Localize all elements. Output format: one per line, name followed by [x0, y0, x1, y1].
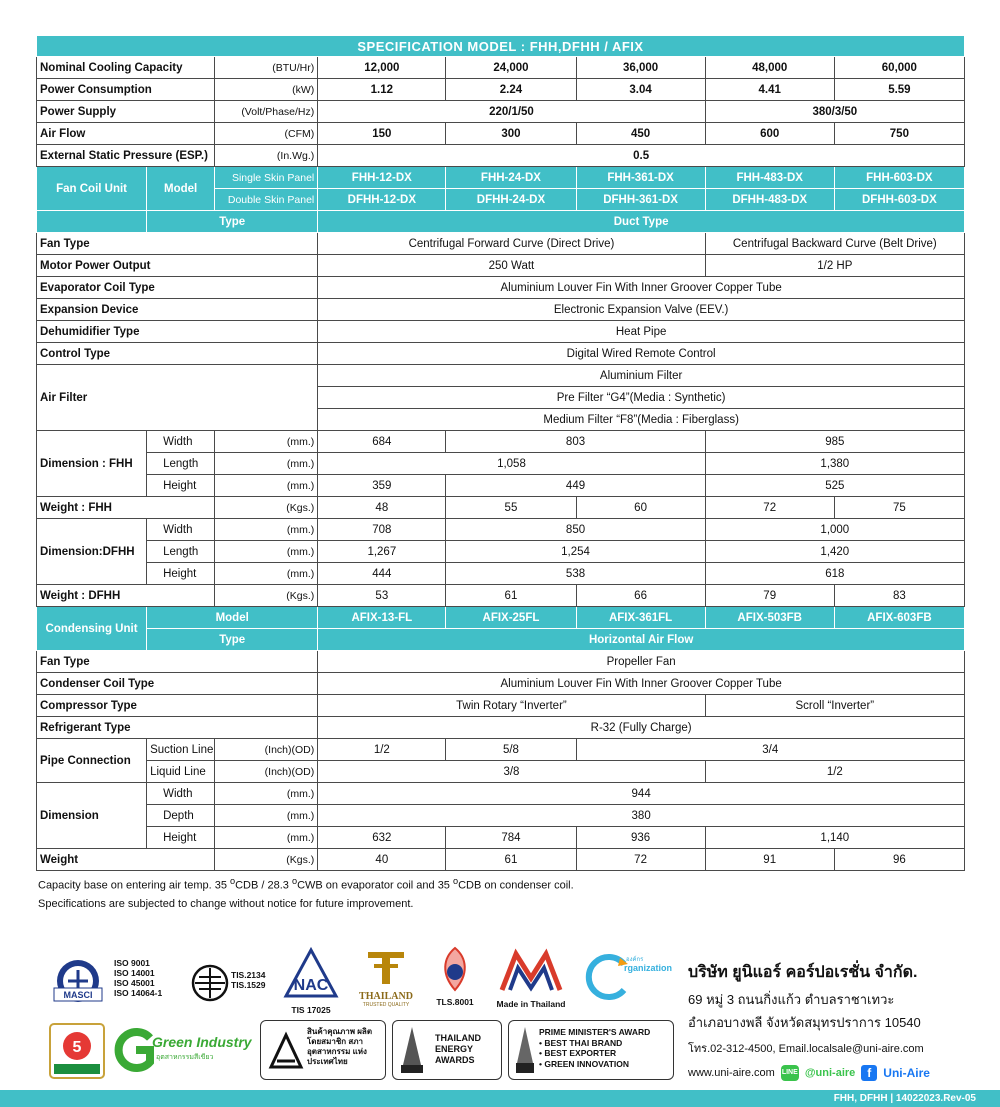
cell: 96	[834, 849, 964, 871]
iso-item: ISO 14064-1	[114, 988, 163, 998]
green-industry-5-logo	[48, 1022, 106, 1080]
model-cell: AFIX-25FL	[446, 607, 576, 629]
tis17025-label: TIS 17025	[291, 1005, 331, 1015]
cell: 3/8	[318, 761, 705, 783]
row-unit: (CFM)	[215, 123, 318, 145]
cell: Scroll “Inverter”	[705, 695, 964, 717]
table-row	[37, 211, 965, 233]
cell: 3.04	[576, 79, 705, 101]
sub-label: Width	[147, 519, 215, 541]
row-unit: (mm.)	[215, 475, 318, 497]
cell: Medium Filter “F8”(Media : Fiberglass)	[318, 409, 965, 431]
single-skin-label: Single Skin Panel	[215, 167, 318, 189]
row-unit: (BTU/Hr)	[215, 57, 318, 79]
cell: Electronic Expansion Valve (EEV.)	[318, 299, 965, 321]
row-unit: (mm.)	[215, 519, 318, 541]
cell: 600	[705, 123, 834, 145]
cell: 24,000	[446, 57, 576, 79]
cell: 803	[446, 431, 705, 453]
made-in-thailand-logo	[488, 948, 574, 1012]
type-label: Type	[147, 211, 318, 233]
table-row	[37, 761, 965, 783]
cell: 66	[576, 585, 705, 607]
cell: 83	[834, 585, 964, 607]
table-row	[37, 651, 965, 673]
sub-label: Depth	[147, 805, 215, 827]
table-row	[37, 299, 965, 321]
row-label: Refrigerant Type	[37, 717, 318, 739]
row-unit: (kW)	[215, 79, 318, 101]
type-value: Horizontal Air Flow	[318, 629, 965, 651]
table-row	[37, 343, 965, 365]
cell: 1,058	[318, 453, 705, 475]
row-unit: (Kgs.)	[215, 497, 318, 519]
cell: 1/2	[318, 739, 446, 761]
model-cell: AFIX-361FL	[576, 607, 705, 629]
cell: 220/1/50	[318, 101, 705, 123]
pm-award-item: • BEST EXPORTER	[539, 1048, 617, 1058]
double-skin-label: Double Skin Panel	[215, 189, 318, 211]
row-unit: (In.Wg.)	[215, 145, 318, 167]
masci-logo	[50, 958, 106, 1008]
cell: 3/4	[576, 739, 964, 761]
cell: 150	[318, 123, 446, 145]
note-text: CWB on evaporator coil and 35	[297, 879, 453, 892]
cell: 359	[318, 475, 446, 497]
row-label: Air Filter	[37, 365, 318, 431]
tis-item: TIS.2134	[231, 970, 266, 980]
energy-awards-logo	[392, 1020, 502, 1080]
cell: Digital Wired Remote Control	[318, 343, 965, 365]
cell: 1.12	[318, 79, 446, 101]
sub-label: Height	[147, 563, 215, 585]
cell: 0.5	[318, 145, 965, 167]
table-row	[37, 563, 965, 585]
row-label: Fan Type	[37, 651, 318, 673]
table-row	[37, 607, 965, 629]
thailand-trust-logo	[352, 950, 420, 1010]
model-label: Model	[147, 607, 318, 629]
row-label: Condenser Coil Type	[37, 673, 318, 695]
line-icon: LINE	[781, 1065, 799, 1081]
model-cell: DFHH-24-DX	[446, 189, 576, 211]
cell: 632	[318, 827, 446, 849]
row-label: External Static Pressure (ESP.)	[37, 145, 215, 167]
row-unit: (Inch)(OD)	[215, 761, 318, 783]
table-row	[37, 167, 965, 189]
row-label: Control Type	[37, 343, 318, 365]
trusted-quality-text: TRUSTED QUALITY	[362, 1002, 410, 1008]
row-unit: (Inch)(OD)	[215, 739, 318, 761]
table-row	[37, 123, 965, 145]
row-label: Fan Type	[37, 233, 318, 255]
cell: 300	[446, 123, 576, 145]
row-unit: (mm.)	[215, 431, 318, 453]
made-in-thailand-label: Made in Thailand	[496, 999, 566, 1009]
energy-line: THAILAND	[435, 1033, 481, 1043]
cell: 1,140	[705, 827, 964, 849]
table-row	[37, 695, 965, 717]
cell: 449	[446, 475, 705, 497]
model-label: Model	[147, 167, 215, 211]
company-address-1: 69 หมู่ 3 ถนนกิ่งแก้ว ตำบลราชาเทวะ	[688, 992, 895, 1007]
fan-coil-unit-label: Fan Coil Unit	[37, 167, 147, 211]
table-row	[37, 475, 965, 497]
row-label: Nominal Cooling Capacity	[37, 57, 215, 79]
table-row	[37, 541, 965, 563]
row-label: Weight : FHH	[37, 497, 215, 519]
cell: 985	[705, 431, 964, 453]
nac-text: NAC	[293, 977, 329, 994]
note-text: CDB on condenser coil.	[458, 879, 574, 892]
cell: Aluminium Louver Fin With Inner Groover Copper Tube	[318, 277, 965, 299]
svg-text:5: 5	[72, 1039, 82, 1056]
table-row	[37, 827, 965, 849]
table-row	[37, 321, 965, 343]
row-unit: (mm.)	[215, 453, 318, 475]
model-cell: FHH-483-DX	[705, 167, 834, 189]
sub-label: Height	[147, 475, 215, 497]
table-row	[37, 585, 965, 607]
cell: 40	[318, 849, 446, 871]
row-label: Pipe Connection	[37, 739, 147, 783]
degree-sign: o	[452, 876, 459, 886]
pm-award-text	[539, 1027, 650, 1069]
company-info	[688, 960, 978, 1081]
cell: 684	[318, 431, 446, 453]
tls-logo	[430, 946, 480, 1012]
facebook-icon: f	[861, 1065, 877, 1081]
row-label: Dimension	[37, 783, 147, 849]
fan-coil-spacer	[37, 211, 147, 233]
row-unit: (Kgs.)	[215, 585, 318, 607]
cell: 1,000	[705, 519, 964, 541]
cell: 784	[446, 827, 576, 849]
row-label: Weight	[37, 849, 215, 871]
cell: 1,254	[446, 541, 705, 563]
degree-sign: o	[291, 876, 298, 886]
cell: 2.24	[446, 79, 576, 101]
row-unit: (Kgs.)	[215, 849, 318, 871]
pm-award-item: • BEST THAI BRAND	[539, 1037, 623, 1048]
tis-item: TIS.1529	[231, 980, 266, 990]
table-row	[37, 431, 965, 453]
iso-item: ISO 14001	[114, 968, 155, 978]
row-label: Compressor Type	[37, 695, 318, 717]
cell: Propeller Fan	[318, 651, 965, 673]
degree-sign: o	[230, 876, 236, 886]
model-cell: DFHH-483-DX	[705, 189, 834, 211]
cell: 75	[834, 497, 964, 519]
note-text: Capacity base on entering air temp. 35	[38, 879, 231, 892]
spec-change-note: Specifications are subjected to change without notice for future improvement.	[38, 898, 414, 910]
cell: 380	[318, 805, 965, 827]
row-label: Air Flow	[37, 123, 215, 145]
table-row	[37, 717, 965, 739]
sub-label: Height	[147, 827, 215, 849]
sub-label: Liquid Line	[147, 761, 215, 783]
fti-text: สินค้าคุณภาพ ผลิตโดยสมาชิก สภาอุตสาหกรรม แห่งประเทศไทย	[307, 1027, 373, 1066]
table-row	[37, 277, 965, 299]
cell: Heat Pipe	[318, 321, 965, 343]
cell: 250 Watt	[318, 255, 705, 277]
table-row	[37, 57, 965, 79]
cell: 538	[446, 563, 705, 585]
model-cell: AFIX-603FB	[834, 607, 964, 629]
org-thai-text: องค์กร	[626, 957, 644, 963]
cell: 936	[576, 827, 705, 849]
cell: 55	[446, 497, 576, 519]
cell: 53	[318, 585, 446, 607]
company-name: บริษัท ยูนิแอร์ คอร์ปอเรชั่น จำกัด.	[688, 964, 918, 981]
cell: 12,000	[318, 57, 446, 79]
table-row	[37, 497, 965, 519]
company-website[interactable]: www.uni-aire.com	[688, 1067, 775, 1079]
tis-logo	[190, 963, 230, 1003]
iso-list	[114, 958, 162, 998]
row-label: Power Supply	[37, 101, 215, 123]
row-label: Dimension : FHH	[37, 431, 147, 497]
prime-minister-award-logo	[508, 1020, 674, 1080]
cell: 1/2 HP	[705, 255, 964, 277]
cell: Pre Filter “G4”(Media : Synthetic)	[318, 387, 965, 409]
energy-awards-text	[435, 1033, 481, 1066]
cell: 5/8	[446, 739, 576, 761]
table-row	[37, 255, 965, 277]
green-industry-sub: อุตสาหกรรมสีเขียว	[156, 1054, 214, 1061]
cell: 444	[318, 563, 446, 585]
row-unit: (Volt/Phase/Hz)	[215, 101, 318, 123]
model-cell: DFHH-361-DX	[576, 189, 705, 211]
table-row	[37, 101, 965, 123]
sub-label: Length	[147, 541, 215, 563]
model-cell: AFIX-13-FL	[318, 607, 446, 629]
row-label: Weight : DFHH	[37, 585, 215, 607]
document-code: FHH, DFHH | 14022023.Rev-05	[833, 1093, 976, 1104]
cell: 1,267	[318, 541, 446, 563]
tls-label: TLS.8001	[436, 997, 474, 1007]
energy-line: ENERGY	[435, 1044, 474, 1054]
cell: 36,000	[576, 57, 705, 79]
table-row	[37, 629, 965, 651]
row-label: Expansion Device	[37, 299, 318, 321]
model-cell: DFHH-12-DX	[318, 189, 446, 211]
model-cell: FHH-12-DX	[318, 167, 446, 189]
table-row	[37, 849, 965, 871]
sub-label: Width	[147, 431, 215, 453]
cell: 60	[576, 497, 705, 519]
energy-line: AWARDS	[435, 1055, 475, 1065]
sub-label: Suction Line	[147, 739, 215, 761]
pm-award-item: • GREEN INNOVATION	[539, 1058, 630, 1069]
table-row	[37, 365, 965, 387]
table-row	[37, 145, 965, 167]
table-row	[37, 233, 965, 255]
specification-table	[36, 35, 965, 871]
iso-item: ISO 9001	[114, 958, 150, 968]
green-industry-logo	[112, 1026, 262, 1076]
tis-numbers	[231, 970, 266, 990]
cell: 850	[446, 519, 705, 541]
type-label: Type	[147, 629, 318, 651]
facebook-account[interactable]: Uni-Aire	[883, 1066, 930, 1080]
row-unit: (mm.)	[215, 783, 318, 805]
capacity-note	[38, 876, 574, 892]
cell: Centrifugal Backward Curve (Belt Drive)	[705, 233, 964, 255]
cell: 60,000	[834, 57, 964, 79]
type-value: Duct Type	[318, 211, 965, 233]
cell: 525	[705, 475, 964, 497]
table-row	[37, 739, 965, 761]
table-row	[37, 453, 965, 475]
fti-quality-logo	[260, 1020, 386, 1080]
iso-item: ISO 45001	[114, 978, 155, 988]
cell: 48,000	[705, 57, 834, 79]
cell: 618	[705, 563, 964, 585]
cell: 79	[705, 585, 834, 607]
cell: Aluminium Filter	[318, 365, 965, 387]
table-row	[37, 79, 965, 101]
table-row	[37, 805, 965, 827]
cell: 61	[446, 585, 576, 607]
thailand-text: THAILAND	[359, 991, 413, 1002]
cell: 1/2	[705, 761, 964, 783]
cell: 708	[318, 519, 446, 541]
pm-award-title: PRIME MINISTER'S AWARD	[539, 1027, 651, 1037]
cell: 450	[576, 123, 705, 145]
cell: 91	[705, 849, 834, 871]
row-unit: (mm.)	[215, 563, 318, 585]
condensing-unit-label: Condensing Unit	[37, 607, 147, 651]
row-label: Evaporator Coil Type	[37, 277, 318, 299]
org-text: rganization	[624, 963, 673, 973]
cell: 1,380	[705, 453, 964, 475]
row-unit: (mm.)	[215, 827, 318, 849]
cell: 1,420	[705, 541, 964, 563]
cell: 5.59	[834, 79, 964, 101]
model-cell: DFHH-603-DX	[834, 189, 964, 211]
green-industry-text: Green Industry	[152, 1034, 252, 1050]
row-label: Dehumidifier Type	[37, 321, 318, 343]
cell: 4.41	[705, 79, 834, 101]
cell: 61	[446, 849, 576, 871]
company-address-2: อำเภอบางพลี จังหวัดสมุทรปราการ 10540	[688, 1015, 921, 1030]
row-label: Motor Power Output	[37, 255, 318, 277]
company-contact: โทร.02-312-4500, Email.localsale@uni-aire.com	[688, 1043, 924, 1055]
row-label: Dimension:DFHH	[37, 519, 147, 585]
cell: Aluminium Louver Fin With Inner Groover Copper Tube	[318, 673, 965, 695]
line-account[interactable]: @uni-aire	[804, 1067, 856, 1079]
table-title: SPECIFICATION MODEL : FHH,DFHH / AFIX	[37, 36, 965, 57]
cell: 944	[318, 783, 965, 805]
cell: Twin Rotary “Inverter”	[318, 695, 705, 717]
nac-logo	[280, 946, 342, 1015]
sub-label: Width	[147, 783, 215, 805]
cell: Centrifugal Forward Curve (Direct Drive)	[318, 233, 705, 255]
cell: 380/3/50	[705, 101, 964, 123]
cell: 72	[705, 497, 834, 519]
row-unit: (mm.)	[215, 541, 318, 563]
row-unit: (mm.)	[215, 805, 318, 827]
model-cell: FHH-24-DX	[446, 167, 576, 189]
cell: 48	[318, 497, 446, 519]
table-row	[37, 519, 965, 541]
green-org-logo	[584, 950, 674, 1006]
model-cell: FHH-603-DX	[834, 167, 964, 189]
cell: R-32 (Fully Charge)	[318, 717, 965, 739]
row-label: Power Consumption	[37, 79, 215, 101]
table-row	[37, 673, 965, 695]
sub-label: Length	[147, 453, 215, 475]
cell: 750	[834, 123, 964, 145]
model-cell: AFIX-503FB	[705, 607, 834, 629]
model-cell: FHH-361-DX	[576, 167, 705, 189]
note-text: CDB / 28.3	[235, 879, 292, 892]
table-row	[37, 783, 965, 805]
cell: 72	[576, 849, 705, 871]
masci-text: MASCI	[63, 990, 93, 1000]
